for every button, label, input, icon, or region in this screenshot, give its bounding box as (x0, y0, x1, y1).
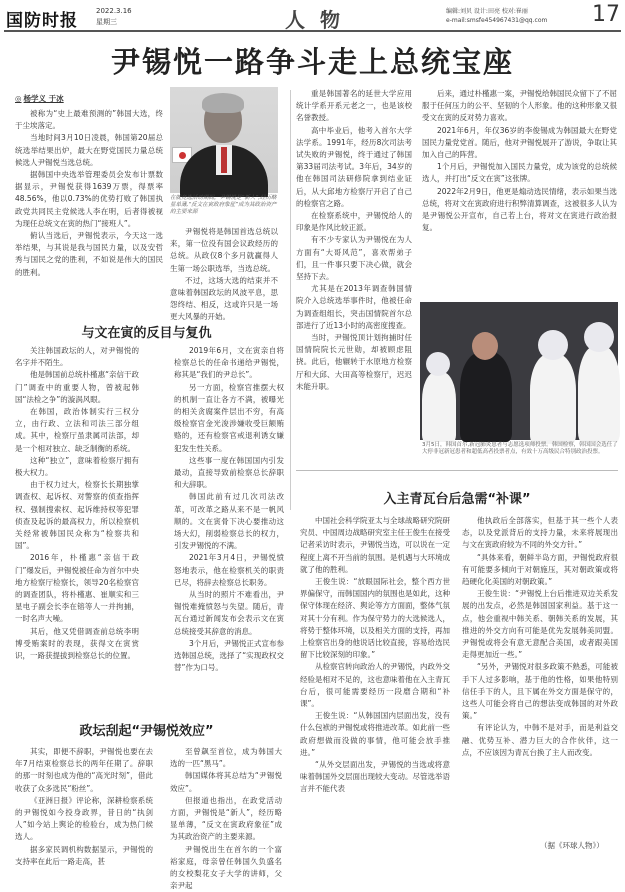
paragraph: 不过，这场大选的结束并不意味着韩国政坛的风波平息，思怨终结、相反，这或许只是一场更大风暴的开始。 (170, 275, 278, 322)
paragraph: 被称为“史上最难预测的”韩国大选，终于尘埃落定。 (15, 109, 163, 131)
paragraph: 有不少专家认为尹锡悦在为人方面有“大哥风范”，喜欢帮弟子们，且一件事只要下决心做，就会坚持下去。 (296, 235, 412, 282)
far-right-top-column (422, 88, 617, 234)
section1-left-column (15, 345, 139, 662)
paragraph: 王俊生说：“放眼国际社会，整个西方世界偏保守，而韩国国内的氛围也是如此，这种保守体现在经济、舆论等方方面面，整体气氛对其十分有利。作为保守势力的大选候选人，将势于整体环境，以及相关方面的支持，再加上检察官出身的他说话比较直接，容易给选民留下比较深刻的印象。” (300, 577, 450, 660)
newspaper-logo: 国防时报 (6, 11, 78, 31)
paragraph: 《亚洲日报》评论称，深耕检察系统的尹锡悦如今投身政界，昔日的“执剑人”如今站上舆论的检验台，成为热门候选人。 (15, 795, 153, 842)
paragraph: 在检察系统中，尹锡悦给人的印象是作风比较正派。 (296, 211, 412, 233)
issue-weekday: 星期三 (96, 18, 117, 26)
paragraph: 关注韩国政坛的人，对尹锡悦的名字并不陌生。 (15, 346, 139, 368)
paragraph: 其后，他又凭借调查前总统李明博受贿案时的表现，获得文在寅赏识，一路获提拔到检察总长的位置。 (15, 626, 139, 661)
paragraph: 韩国此前有过几次司法改革，可改革之路从来不是一帆风顺的。文在寅骨下决心要推动这场大幻，削弱检察总长的权力，引发尹锡悦的不满。 (174, 492, 284, 551)
paragraph: 王俊生说：“尹锡悦上台后推进双边关系发展的出发点，必然是韩国国家利益。基于这一点，他会重视中韩关系、朝韩关系的发展，其推进的外交方向有可能是优先发展韩美同盟。尹锡悦或将会有意无意配合美国，或者跟美国走得更加近一些。” (462, 589, 618, 660)
paragraph: 2021年3月4日，尹锡悦愤怒地表示，他在检察机关的职责已尽，将辞去检察总长职务。 (174, 553, 284, 587)
paragraph: 尹锡悦出生在首尔的一个富裕家庭，母亲曾任韩国久负盛名的女校梨花女子大学的讲师，父亲尹起 (170, 844, 282, 891)
voting-photo (420, 302, 618, 440)
paragraph: 有评论认为，中韩不是对手，而是利益交融、优势互补、潜力巨大的合作伙伴，这一点，不应该因为青瓦台换了主人而改变。 (462, 723, 618, 757)
section2-mid-column (170, 746, 282, 892)
paragraph: 据韩国中央选举管理委员会发布计票数据显示，尹锡悦获得1639万票，得票率48.56%，他以0.73%的优势打败了韩国执政党共同民主党候选人李在明，后者得被视为现任总统文在寅的热门“接班人”。 (15, 170, 163, 228)
section-divider (296, 470, 618, 471)
paragraph: 俯认当选后，尹锡悦表示，今天这一选举结果，与其说是我与国民力量，以及安哲秀与国民之党的胜利，不如说是伟大的国民的胜利。 (15, 231, 163, 277)
paragraph: 据多家民调机构数据显示，尹锡悦的支持率在此后一路走高，甚 (15, 844, 153, 866)
paragraph: 重是韩国著名的延世大学应用统计学系开系元老之一，也是该校名誉教授。 (296, 89, 412, 123)
paragraph: 2022年2月9日，他更是煽动选民情绪，表示如果当选总统，将对文在寅政府进行积弊清算调查，这被很多人认为是尹锡悦公开宣布，自己若上台，将对文在寅进行政治报复。 (422, 186, 617, 233)
paragraph: 这种“独立”，意味着检察厅拥有极大权力。 (15, 455, 139, 478)
page-number: 17 (592, 2, 620, 27)
photo-caption: 3月5日，韩国首尔,新冠肺炎患者与志愿选项师投票。韩国检察，韩国国会选任了大停非冠新冠患者和超低高者投票者点，有效十万高级民合特别政治投票。 (422, 442, 618, 456)
paragraph: “从外交层面出发，尹锡悦的当选或将意味着韩国外交层面出现较大变动。尽管选举语言并不能代表 (300, 760, 450, 794)
paragraph: 2016年，朴槿惠“亲信干政门”爆发后，尹锡悦被任命为首尔中央地方检察厅检察长，领导20名检察官的调查团队，将朴槿惠、崔顺实和三星电子副会长李在镕等人一并拘捕，一时名声大噪。 (15, 553, 139, 624)
paragraph: 从当时的照片不难看出，尹锡悦难掩愤怒与失望。随后，青瓦台通过新闻发布会表示文在寅总统接受其辞意的消息。 (174, 590, 284, 636)
paragraph: 至曾飙至首位，成为韩国大选的一匹“黑马”。 (170, 747, 282, 769)
paragraph: 当时，尹锡悦顶计划拘捕时任国情院院长元世勋，却被顾虑阻挠。此后，他辗转于水原地方检察厅和大邱、大田高等检察厅，迟迟未能升职。 (296, 333, 412, 391)
paragraph: 王俊生说：“从韩国国内层面出发，没有什么包袱的尹锡悦或将推进改革。如此前一些政府想做而没做的事情，他可能会放手推进。” (300, 711, 450, 757)
photo-caption: 在就竞选活动期间，尹锡悦是“新人”,经历略显单薄,“反文在寅政府象征”成为其政治资产的主要来源 (170, 195, 277, 216)
paragraph: “另外，尹锡悦对很多政策不熟悉，可能被手下人过多影响，基于他的性格，如果他特别信任手下的人，且下属在外交方面是保守的，这些人可能会将自己的想法变成韩国的对外政策。” (462, 662, 618, 721)
issue-date: 2022.3.16 (96, 7, 132, 15)
paragraph: 1个月后，尹锡悦加入国民力量党，成为该党的总统候选人，并打出“反文在寅”这张牌。 (422, 162, 617, 184)
section-heading-3: 入主青瓦台后急需“补课” (383, 492, 531, 507)
paragraph: 2019年6月，文在寅亲自将检察总长的任命书递给尹锡悦，称其是“我们的尹总长”。 (174, 346, 284, 380)
intro-column (15, 108, 163, 279)
paragraph: 韩国媒体将其总结为“尹锡悦效应”。 (170, 771, 282, 793)
paragraph: 这些事一度在韩国国内引发最动，直接导致前检察总长辞职和大辞职。 (174, 455, 284, 490)
mid-top-column (170, 226, 278, 324)
paragraph: 在韩国，政治体制实行三权分立，由行政、立法和司法三部分组成。其中，检察厅虽隶属司法部，却是一个相对独立、缺乏制衡的系统。 (15, 407, 139, 453)
section2-left-column (15, 746, 153, 868)
contact-email: e-mail:smsfe454967431@qq.com (446, 17, 548, 24)
section3-left-column (300, 515, 450, 796)
header-rule (4, 30, 621, 32)
column-divider (290, 90, 291, 510)
paragraph: 尹锡悦将是韩国首选总统以来，第一位没有国会议政经历的总统。从政仅8个多月就赢得人生第一场公职选举，当选总统。 (170, 227, 278, 273)
paragraph: 高中毕业后，他考入首尔大学法学系。1991年，经历8次司法考试失败的尹锡悦，终于通过了韩国第33届司法考试。3年后，34岁的他在韩国司法研修院拿到结业证后，从大邱地方检察厅开启了自己的检察官之路。 (296, 125, 412, 208)
paragraph: 当地时间3月10日凌晨，韩国第20届总统选举结果出炉，最大在野党国民力量总统候选人尹锡悦当选总统。 (15, 133, 163, 167)
source-credit: （据《环球人物》） (540, 841, 604, 850)
section-title: 人 物 (285, 8, 344, 32)
paragraph: 另一方面，检察官推摆大权的机制一直让各方不满，被曝光的相关贪腐案件层出不穷，有高级检察官金光浚涉嫌收受巨额贿赂的，还有检察官戒退利诱女嫌犯发生性关系。 (174, 382, 284, 453)
section-heading-2: 政坛刮起“尹锡悦效应” (79, 724, 214, 739)
right-top-column (296, 88, 412, 393)
paragraph: 3个月后，尹锡悦正式宣布参选韩国总统，选择了“实现政权交替”作为口号。 (174, 638, 284, 673)
section-heading-1: 与文在寅的反目与复仇 (81, 326, 212, 341)
editor-credits: 编辑:刘贝 设计:田亮 校对:崔丽 (446, 8, 528, 15)
byline: ◎ 杨学义 于冰 (15, 93, 64, 104)
headline: 尹锡悦一路争斗走上总统宝座 (110, 45, 514, 79)
paragraph: 2021年6月，年仅36岁的李俊锡成为韩国最大在野党国民力量党党首。随后，他对尹锡悦展开了游说，争取让其加入自己的阵营。 (422, 125, 617, 160)
paragraph: “具体来看，朝鲜半岛方面，尹锡悦政府很有可能要多倾向于对朝施压，其对朝政策或将趋硬化化美国的对朝政策。” (462, 552, 618, 587)
paragraph: 他执政后全部落实，但基于其一些个人表态，以及党派背后的支持力量，未来将展现出与文在寅政府较为不同的外交方针。” (462, 516, 618, 550)
section3-right-column (462, 515, 618, 759)
paragraph: 后来，通过朴槿惠一案，尹锡悦给韩国民众留下了不屈服于任何压力的公平、坚韧的个人形象。他的这种形象又很受文在寅的反对势力喜欢。 (422, 89, 617, 123)
paragraph: 其实，即便不辞职，尹锡悦也要在去年7月结束检察总长的两年任期了。辞职的那一时刻也成为他的“高光时刻”，借此收获了众多选民“粉丝”。 (15, 747, 153, 793)
paragraph: 他是韩国前总统朴槿惠“亲信干政门”调查中的重要人物，曾被起韩国“法检之争”的漩涡风眼。 (15, 370, 139, 404)
portrait-photo (170, 87, 278, 193)
paragraph: 尤其是在2013年调查韩国情院介入总统选举事件时，他被任命为调查组组长，突击国情院首尔总部进行了近13小时的高密度搜查。 (296, 284, 412, 330)
paragraph: 中国社会科学院亚太与全球战略研究院研究员、中国周边战略研究室主任王俊生在接受记者采访时表示，尹锡悦当选，可以说在一定程度上离不开当前的氛围。是机遇与大环境成就了他的胜利。 (300, 516, 450, 574)
paragraph: 由于权力过大，检察长长期独掌调查权、起诉权、对警察的侦查指挥权、强制搜索权、起诉维持权等犯罪侦查及起诉的最高权力，所以检察机关经常被韩国民众称为“检察共和国”。 (15, 480, 139, 551)
section1-mid-column (174, 345, 284, 674)
paragraph: 从检察官转向政治人的尹锡悦，内政外交经验是相对不足的，这也意味着他在入主青瓦台后，很可能需要经历一段磨合期和“补课”。 (300, 662, 450, 709)
paragraph: 但报道也指出，在政党活动方面，尹锡悦是“新人”，经历略显单薄，“反文在寅政府象征”成为其政治资产的主要来源。 (170, 795, 282, 842)
